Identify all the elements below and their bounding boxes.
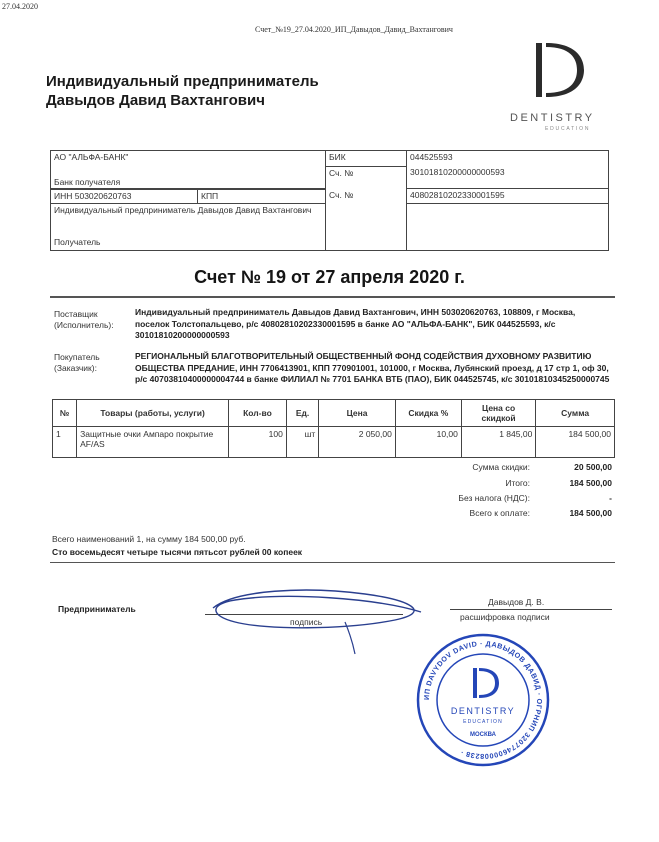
vat-label: Без налога (НДС): <box>458 493 530 503</box>
stamp-word: DENTISTRY <box>450 706 516 716</box>
corr-account-value: 30101810200000000593 <box>407 166 609 189</box>
bik-label: БИК <box>326 151 407 167</box>
print-filename: Счет_№19_27.04.2020_ИП_Давыдов_Давид_Вахтангович <box>255 25 453 34</box>
summary-count: Всего наименований 1, на сумму 184 500,00 руб. <box>52 534 246 544</box>
row-unit: шт <box>286 427 319 458</box>
items-header-row <box>53 400 615 427</box>
signatory-role: Предприниматель <box>58 604 136 614</box>
print-date: 27.04.2020 <box>2 2 38 11</box>
items-table <box>52 399 615 458</box>
organization-line1: Индивидуальный предприниматель <box>46 73 319 90</box>
supplier-label: Поставщик (Исполнитель): <box>54 309 114 330</box>
discount-total-label: Сумма скидки: <box>472 462 530 472</box>
name-caption: расшифровка подписи <box>460 612 550 622</box>
title-divider <box>50 296 615 298</box>
stamp-city: МОСКВА <box>469 732 497 738</box>
signature-caption: подпись <box>290 617 323 627</box>
row-qty: 100 <box>229 427 287 458</box>
organization-line2: Давыдов Давид Вахтангович <box>46 92 265 109</box>
kpp-label: КПП <box>201 191 219 201</box>
logo-sub: EDUCATION <box>545 126 591 132</box>
amount-due-value: 184 500,00 <box>569 508 612 518</box>
summary-divider <box>50 562 615 563</box>
buyer-text: РЕГИОНАЛЬНЫЙ БЛАГОТВОРИТЕЛЬНЫЙ ОБЩЕСТВЕННЫЙ ФОНД СОДЕЙСТВИЯ ДУХОВНОМУ РАЗВИТИЮ ОБЩЕСТВА ПРЕДАНИЕ, ИНН 7706413901, КПП 770901001, 101000, г Москва, Лубянский проезд, д 17 стр 1, оф 30, р/с 40703810400000004744 в банке ФИЛИАЛ № 7701 БАНКА ВТБ (ПАО), БИК 044525745, к/с 30101810345250000745 <box>135 351 610 384</box>
table-row <box>53 427 615 458</box>
vat-value: - <box>609 493 612 503</box>
grand-total-value: 184 500,00 <box>569 478 612 488</box>
inn-kpp-cell <box>51 189 326 204</box>
corr-account-label: Сч. № <box>326 166 407 189</box>
invoice-title: Счет № 19 от 27 апреля 2020 г. <box>194 267 465 287</box>
stamp-ring-text: ИП DAVYDOV DAVID · ДАВЫДОВ ДАВИД · ОГРНИП 320774600008238 · <box>421 638 545 762</box>
col-discounted-price: Цена со скидкой <box>461 400 535 427</box>
dentistry-logo-icon <box>530 40 586 100</box>
col-discount: Скидка % <box>395 400 461 427</box>
recipient-label: Получатель <box>51 236 326 251</box>
account-label: Сч. № <box>326 189 407 204</box>
svg-text:ИП DAVYDOV DAVID · ДАВЫДОВ ДАВ <box>422 639 544 761</box>
bank-name: АО "АЛЬФА-БАНК" <box>51 151 326 167</box>
logo-word: DENTISTRY <box>510 112 595 124</box>
row-price: 2 050,00 <box>319 427 396 458</box>
grand-total-label: Итого: <box>505 478 530 488</box>
buyer-label: Покупатель (Заказчик): <box>54 352 100 373</box>
bank-recipient-label: Банк получателя <box>51 166 326 189</box>
inn-label: ИНН 503020620763 <box>51 190 198 203</box>
summary-amount-words: Сто восемьдесят четыре тысячи пятьсот рублей 00 копеек <box>52 547 303 557</box>
col-goods: Товары (работы, услуги) <box>77 400 229 427</box>
supplier-text: Индивидуальный предприниматель Давыдов Давид Вахтангович, ИНН 503020620763, 108809, г Москва, поселок Толстопальцево, р/с 40802810202330001595 в банке АО "АЛЬФА-БАНК", БИК 044525593, к/с 30101810200000000593 <box>135 307 576 340</box>
row-discounted-price: 1 845,00 <box>461 427 535 458</box>
organization-title <box>46 72 319 110</box>
col-price: Цена <box>319 400 396 427</box>
discount-total-value: 20 500,00 <box>574 462 612 472</box>
recipient-account: 40802810202330001595 <box>407 189 609 204</box>
stamp-sub: EDUCATION <box>463 719 503 725</box>
col-unit: Ед. <box>286 400 319 427</box>
bik-value: 044525593 <box>407 151 609 167</box>
row-sum: 184 500,00 <box>536 427 615 458</box>
col-sum: Сумма <box>536 400 615 427</box>
col-qty: Кол-во <box>229 400 287 427</box>
name-line <box>450 609 612 610</box>
handwritten-signature-icon <box>195 578 435 658</box>
recipient-name: Индивидуальный предприниматель Давыдов Давид Вахтангович <box>51 204 326 237</box>
col-num: № <box>53 400 77 427</box>
bank-details-table <box>50 150 609 251</box>
company-stamp-icon <box>415 632 551 768</box>
signatory-name: Давыдов Д. В. <box>488 597 545 607</box>
row-num: 1 <box>53 427 77 458</box>
row-name: Защитные очки Ампаро покрытие AF/AS <box>77 427 229 458</box>
row-discount: 10,00 <box>395 427 461 458</box>
amount-due-label: Всего к оплате: <box>469 508 530 518</box>
